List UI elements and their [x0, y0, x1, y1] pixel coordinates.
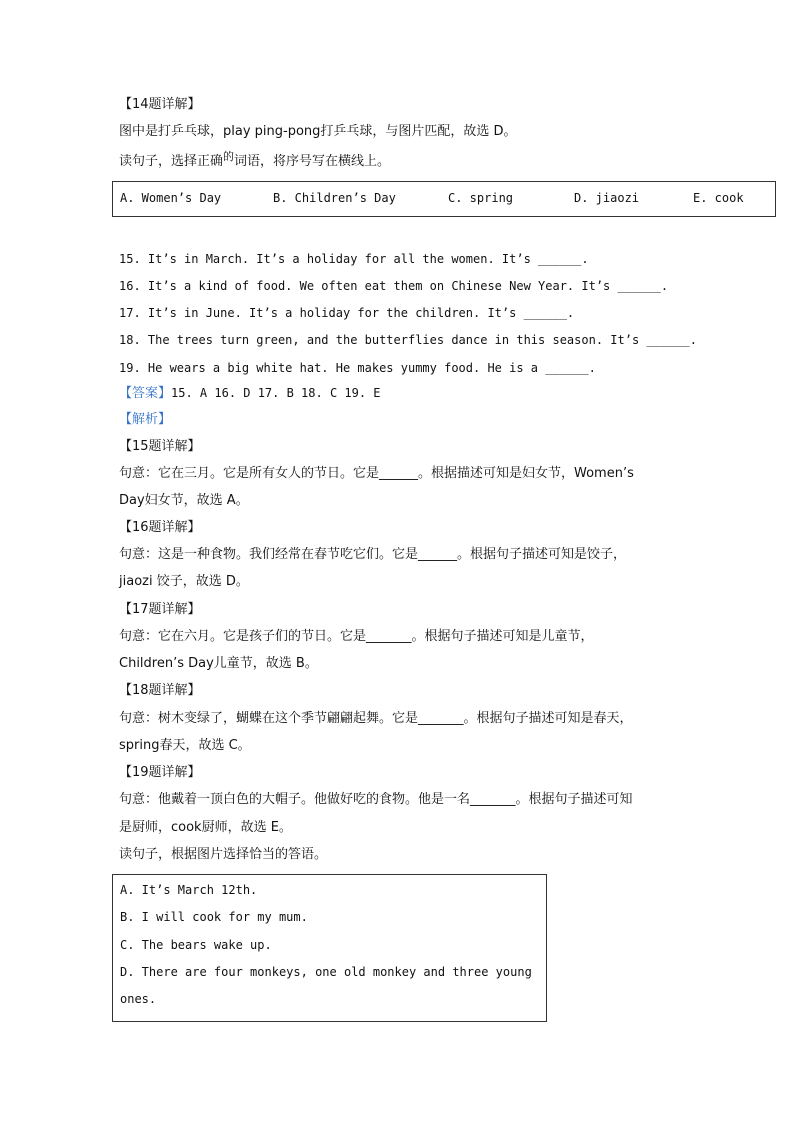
detail-19-line1: 句意：他戴着一顶白色的大帽子。他做好吃的食物。他是一名_______。根据句子描述可知	[119, 792, 633, 807]
section2-instruction: 读句子，根据图片选择恰当的答语。	[119, 847, 328, 862]
detail-15-line1: 句意：它在三月。它是所有女人的节日。它是______。根据描述可知是妇女节，Women’s	[119, 466, 634, 481]
answer-text: 15. A 16. D 17. B 18. C 19. E	[171, 386, 381, 400]
question-19: 19. He wears a big white hat. He makes yummy food. He is a ______.	[119, 361, 596, 375]
detail-16-line1: 句意：这是一种食物。我们经常在春节吃它们。它是______。根据句子描述可知是饺子，	[119, 547, 627, 562]
detail-19-heading: 【19题详解】	[119, 765, 201, 780]
answers-box	[112, 874, 547, 1022]
answer-label: 【答案】	[119, 386, 172, 401]
question-18: 18. The trees turn green, and the butterflies dance in this season. It’s ______.	[119, 333, 697, 347]
detail-17-line1: 句意：它在六月。它是孩子们的节日。它是_______。根据句子描述可知是儿童节，	[119, 629, 594, 644]
answer-line	[119, 384, 381, 403]
detail-18-line1: 句意：树木变绿了，蝴蝶在这个季节翩翩起舞。它是_______。根据句子描述可知是春天，	[119, 711, 633, 726]
detail-15-heading: 【15题详解】	[119, 439, 201, 454]
option-d: D. jiaozi	[574, 191, 640, 205]
answer-option-c: C. The bears wake up.	[120, 938, 272, 952]
detail-18-line2: spring春天，故选 C。	[119, 738, 251, 753]
answer-option-d: D. There are four monkeys, one old monkey and three young	[120, 965, 532, 979]
detail-18-heading: 【18题详解】	[119, 683, 201, 698]
instruction-superscript: 的	[223, 150, 235, 163]
detail-16-heading: 【16题详解】	[119, 520, 201, 535]
answer-option-d-continued: ones.	[120, 992, 157, 1006]
option-b: B. Children’s Day	[273, 191, 396, 205]
analysis-label: 【解析】	[119, 412, 172, 427]
section1-instruction	[119, 150, 391, 171]
option-a: A. Women’s Day	[120, 191, 222, 205]
instruction-text-a: 读句子，选择正确	[119, 154, 224, 169]
answer-option-b: B. I will cook for my mum.	[120, 910, 308, 924]
options-box	[112, 181, 776, 217]
detail-15-line2: Day妇女节，故选 A。	[119, 493, 249, 508]
detail-19-line2: 是厨师，cook厨师，故选 E。	[119, 820, 292, 835]
question-15: 15. It’s in March. It’s a holiday for all the women. It’s ______.	[119, 252, 589, 266]
answer-option-a: A. It’s March 12th.	[120, 883, 258, 897]
q14-heading: 【14题详解】	[119, 97, 201, 112]
option-c: C. spring	[448, 191, 514, 205]
detail-17-heading: 【17题详解】	[119, 602, 201, 617]
instruction-text-b: 词语，将序号写在横线上。	[234, 154, 391, 169]
option-e: E. cook	[693, 191, 744, 205]
q14-explanation: 图中是打乒乓球，play ping-pong打乒乓球，与图片匹配，故选 D。	[119, 124, 517, 139]
detail-17-line2: Children’s Day儿童节，故选 B。	[119, 656, 318, 671]
question-17: 17. It’s in June. It’s a holiday for the children. It’s ______.	[119, 306, 575, 320]
detail-16-line2: jiaozi 饺子，故选 D。	[119, 574, 249, 589]
question-16: 16. It’s a kind of food. We often eat them on Chinese New Year. It’s ______.	[119, 279, 669, 293]
